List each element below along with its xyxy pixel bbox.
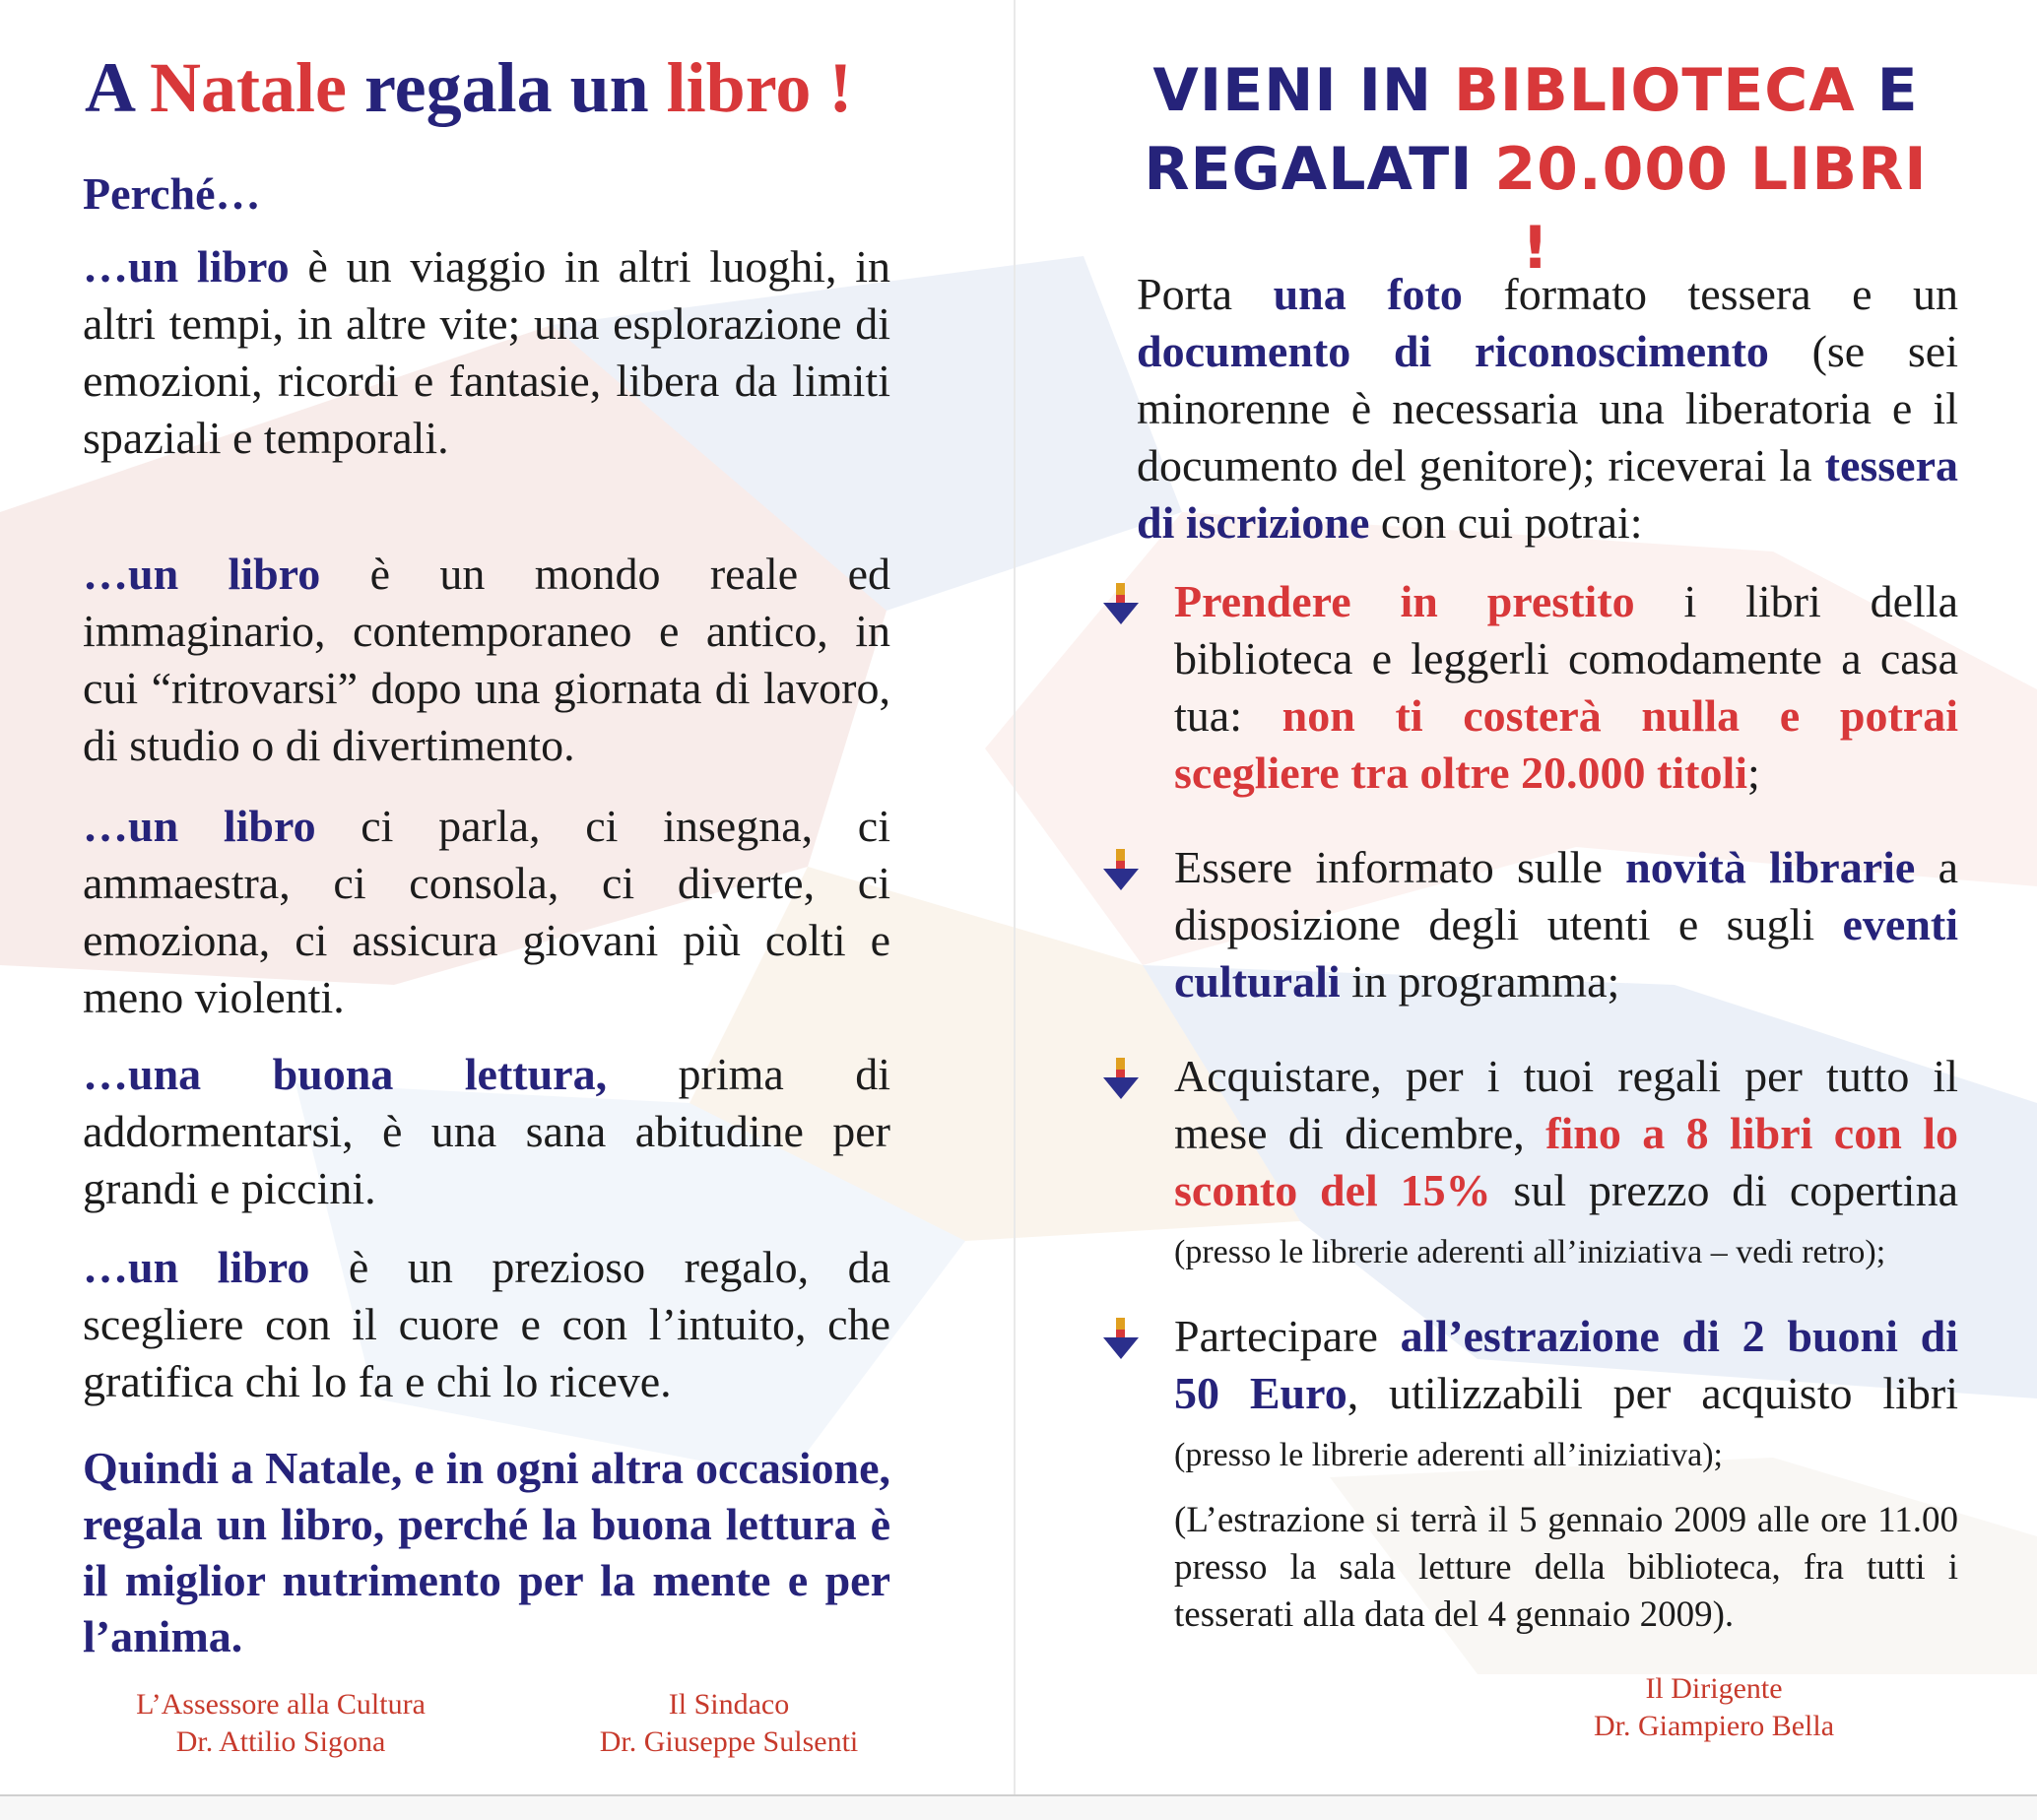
signature-role: Il Dirigente xyxy=(1645,1672,1783,1705)
intro-paragraph: Porta una foto formato tessera e un documento di riconoscimento (se sei minorenne è necessaria una liberatoria e il documento del genitore); riceverai la tessera di iscrizione con cui potrai: xyxy=(1137,269,1959,548)
left-paragraph-3: …un libro ci parla, ci insegna, ci ammaestra, ci consola, ci diverte, ci emoziona, ci assicura giovani più colti e meno violenti. xyxy=(83,801,890,1022)
left-paragraph-2: …un libro è un mondo reale ed immaginario, contemporaneo e antico, in cui “ritrovarsi” dopo una giornata di lavoro, di studio o di divertimento. xyxy=(83,549,890,770)
estrazione-note: (L’estrazione si terrà il 5 gennaio 2009 alle ore 11.00 presso la sala letture della biblioteca, fra tutti i tesserati alla data del 4 gennaio 2009). xyxy=(1174,1500,1958,1635)
arrow-down-icon xyxy=(1101,1316,1141,1361)
left-title: A Natale regala un libro ! xyxy=(85,48,853,127)
signature-assessore xyxy=(99,1686,463,1761)
signature-name: Dr. Giuseppe Sulsenti xyxy=(599,1725,859,1758)
signature-name: Dr. Attilio Sigona xyxy=(175,1725,386,1758)
left-paragraph-5: …un libro è un prezioso regalo, da scegliere con il cuore e con l’intuito, che gratifica chi lo fa e chi lo riceve. xyxy=(83,1242,890,1406)
signature-dirigente xyxy=(1537,1670,1891,1745)
bullet-item-novita: Essere informato sulle novità librarie a disposizione degli utenti e sugli eventi culturali in programma; xyxy=(1174,842,1959,1007)
left-paragraph-4: …una buona lettura, prima di addormentarsi, è una sana abitudine per grandi e piccini. xyxy=(83,1049,891,1213)
bullet-item-estrazione: Partecipare all’estrazione di 2 buoni di 50 Euro, utilizzabili per acquisto libri (presso le librerie aderenti all’iniziativa); xyxy=(1174,1311,1958,1473)
bullet-item-acquistare: Acquistare, per i tuoi regali per tutto il mese di dicembre, fino a 8 libri con lo sconto del 15% sul prezzo di copertina (presso le librerie aderenti all’iniziativa – vedi retro); xyxy=(1174,1051,1958,1270)
right-title: VIENI IN BIBLIOTECA E REGALATI 20.000 LIBRI ! xyxy=(1144,56,1928,283)
signature-sindaco xyxy=(552,1686,906,1761)
arrow-down-icon xyxy=(1101,847,1141,892)
signature-role: Il Sindaco xyxy=(668,1688,790,1721)
signature-role: L’Assessore alla Cultura xyxy=(136,1688,426,1721)
arrow-down-icon xyxy=(1101,1056,1141,1101)
lead-text: Perché… xyxy=(83,168,261,219)
signature-name: Dr. Giampiero Bella xyxy=(1593,1710,1835,1742)
bullet-item-prestito: Prendere in prestito i libri della biblioteca e leggerli comodamente a casa tua: non ti costerà nulla e potrai scegliere tra oltre 20.000 titoli; xyxy=(1174,576,1958,798)
closing-text: Quindi a Natale, e in ogni altra occasione, regala un libro, perché la buona lettura è il miglior nutrimento per la mente e per l’anima. xyxy=(83,1443,890,1661)
left-paragraph-1: …un libro è un viaggio in altri luoghi, in altri tempi, in altre vite; una esplorazione di emozioni, ricordi e fantasie, libera da limiti spaziali e temporali. xyxy=(83,241,890,463)
arrow-down-icon xyxy=(1101,581,1141,626)
page-edge xyxy=(0,1794,2037,1820)
